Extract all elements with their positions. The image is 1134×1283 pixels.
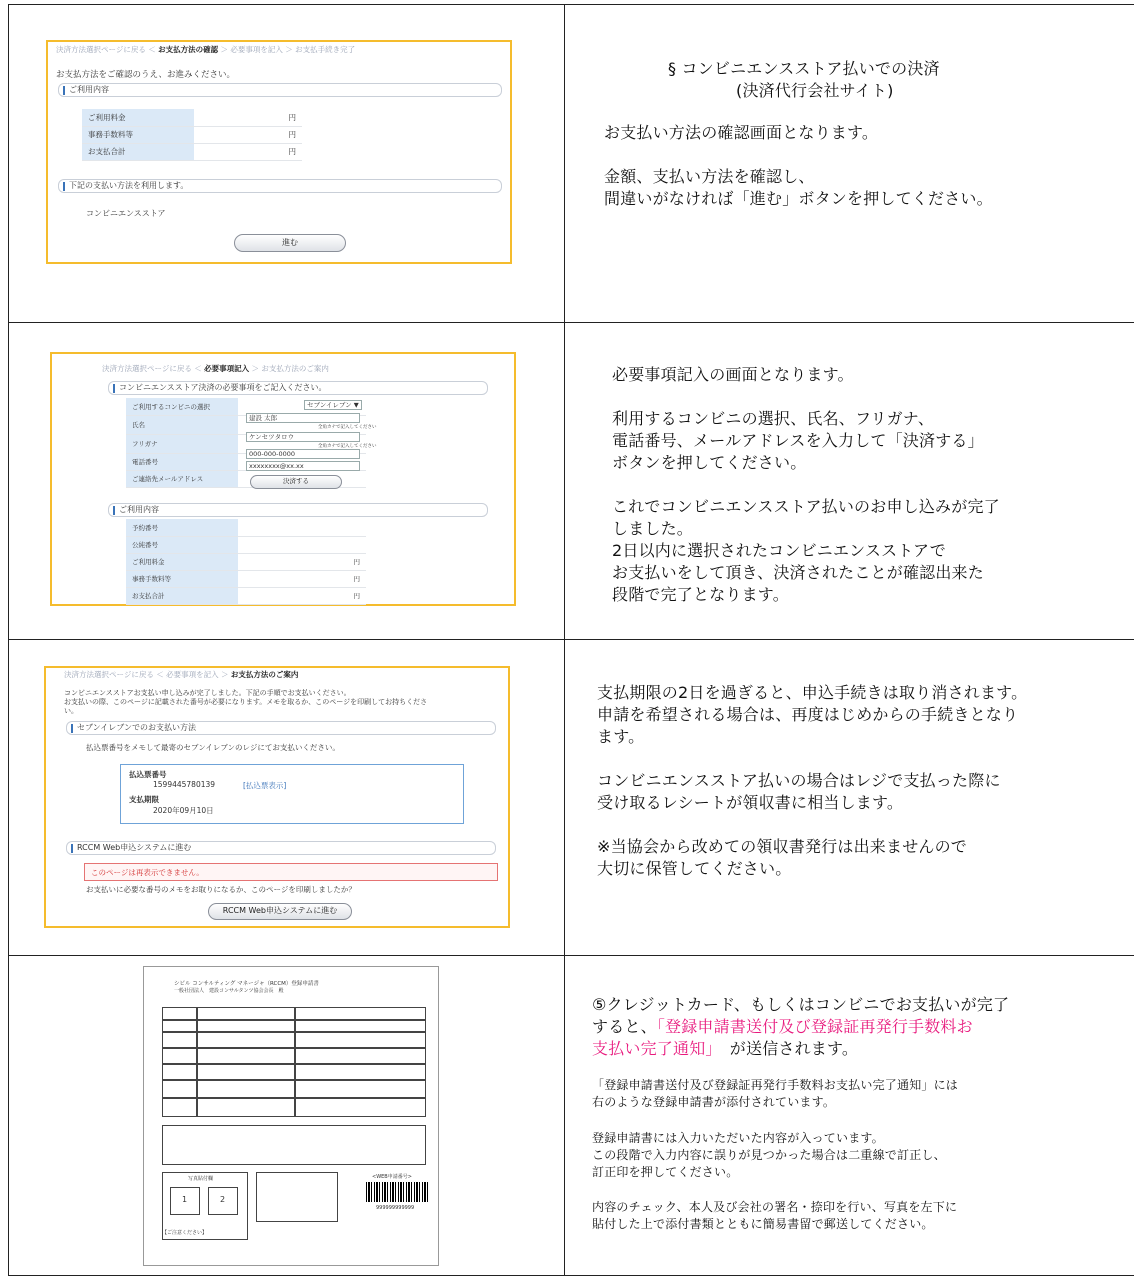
intro-text: お支払方法をご確認のうえ、お進みください。: [56, 70, 236, 80]
name-input[interactable]: 建設 太郎: [246, 413, 360, 423]
instruction-text: 必要事項記入の画面となります。 利用するコンビニの選択、氏名、フリガナ、 電話番号、メールアドレスを入力して「決済する」 ボタンを押してください。 これでコンビニエンスストア払いのお申し込みが完了 しました。 2日以内に選択されたコンビニエンスストアで お支払いをして頂き、決済されたことが確認出来た 段階で完了となります。: [612, 365, 1000, 604]
intro-text: コンビニエンスストアお支払い申し込みが完了しました。下記の手順でお支払いください。: [64, 689, 351, 697]
section-title: § コンビニエンスストア払いでの決済: [668, 59, 940, 78]
photo-cell-1: 1: [182, 1195, 188, 1204]
proceed-button[interactable]: 進む: [234, 234, 346, 252]
instruction-text: お支払い方法の確認画面となります。 金額、支払い方法を確認し、 間違いがなければ「進む」ボタンを押してください。: [604, 123, 993, 208]
table-row: お支払合計 円: [82, 143, 302, 160]
photo-cell-2: 2: [220, 1195, 226, 1204]
payment-number-label: 払込票番号: [129, 770, 167, 779]
form-row: ご利用するコンビニの選択: [126, 398, 366, 415]
column-divider: [564, 4, 565, 1276]
breadcrumb: 決済方法選択ページに戻る ＜ お支払方法の確認 ＞ 必要事項を記入 ＞ お支払手続き完了: [56, 45, 356, 54]
photo-label: 写真貼付欄: [188, 1176, 214, 1182]
payment-description: 払込票番号をメモして最寄のセブンイレブンのレジにてお支払いください。: [86, 743, 340, 752]
section-header: ご利用内容: [58, 83, 502, 97]
info-paragraph: 「登録申請書送付及び登録証再発行手数料お支払い完了通知」には 右のような登録申請書が添付されています。: [592, 1078, 959, 1109]
intro-text: お支払いの際、このページに記載された番号が必要になります。メモを取るか、このページを印刷してお持ちくださ: [64, 698, 428, 706]
breadcrumb: 決済方法選択ページに戻る ＜ 必要事項を記入 ＞ お支払方法のご案内: [64, 670, 299, 679]
confirm-screenshot: [46, 40, 512, 264]
table-row: ご利用料金 円: [126, 553, 366, 570]
phone-input[interactable]: 000-000-0000: [246, 449, 360, 459]
barcode-label: <WEB申請番号>: [372, 1174, 412, 1180]
table-row: 事務手数料等 円: [126, 570, 366, 587]
question-text: お支払いに必要な番号のメモをお取りになるか、このページを印刷しましたか？: [86, 885, 356, 894]
form-row: ご連絡先メールアドレス: [126, 470, 366, 487]
row-divider: [8, 322, 1134, 323]
form-note: 【ご注意ください】: [162, 1230, 208, 1236]
table-row: お支払合計 円: [126, 587, 366, 604]
mailing-paragraph: 内容のチェック、本人及び会社の署名・捺印を行い、写真を左下に 貼付した上で添付書類とともに簡易書留で郵送してください。: [592, 1200, 958, 1231]
row-divider: [8, 639, 1134, 640]
breadcrumb: 決済方法選択ページに戻る ＜ 必要事項記入 ＞ お支払方法のご案内: [102, 364, 329, 373]
table-row: 事務手数料等 円: [82, 126, 302, 143]
guide-screenshot: [44, 666, 510, 928]
usage-table: [82, 109, 302, 161]
hint-text: 全角カナで記入してください: [318, 425, 377, 430]
completion-lead: ⑤クレジットカード、もしくはコンビニでお支払いが完了 すると、「登録申請書送付及び登録証再発行手数料お 支払い完了通知」 が送信されます。: [592, 995, 1010, 1058]
table-row: 予約番号: [126, 519, 366, 536]
payment-method: コンビニエンスストア: [86, 209, 166, 218]
correction-paragraph: 登録申請書には入力いただいた内容が入っています。 この段階で入力内容に誤りが見つかった場合は二重線で訂正し、 訂正印を押してください。: [592, 1131, 946, 1179]
deadline-value: 2020年09月10日: [153, 806, 214, 815]
payment-number: 1599445780139: [153, 780, 216, 789]
form-row: 氏名: [126, 415, 366, 434]
deadline-label: 支払期限: [129, 795, 159, 804]
section-header: セブンイレブンでのお支払い方法: [66, 721, 496, 735]
checkout-button[interactable]: 決済する: [250, 475, 342, 489]
form-checklist: [162, 1125, 426, 1165]
email-input[interactable]: xxxxxxxx@xx.xx: [246, 461, 360, 471]
table-row: 公純番号: [126, 536, 366, 553]
show-slip-link[interactable]: [払込票表示]: [243, 781, 287, 790]
form-row: 電話番号: [126, 453, 366, 470]
entry-screenshot: [50, 352, 516, 606]
convenience-store-select[interactable]: セブンイレブン ▼: [304, 400, 362, 410]
intro-text: い。: [64, 707, 78, 715]
table-row: ご利用料金 円: [82, 109, 302, 126]
section-header: RCCM Web申込システムに進む: [66, 841, 496, 855]
rccm-web-button[interactable]: RCCM Web申込システムに進む: [208, 903, 352, 920]
registration-form-thumbnail: [143, 966, 439, 1266]
section-header: コンビニエンスストア決済の必要事項をご記入ください。: [108, 381, 488, 395]
hint-text: 全角カナで記入してください: [318, 444, 377, 449]
row-divider: [8, 955, 1134, 956]
section-header: 下記の支払い方法を利用します。: [58, 179, 502, 193]
warning-box: [84, 863, 498, 881]
section-subtitle: (決済代行会社サイト): [736, 81, 894, 100]
barcode-icon: [366, 1182, 428, 1202]
instruction-text: 支払期限の2日を過ぎると、申込手続きは取り消されます。 申請を希望される場合は、再度はじめからの手続きとなり ます。 コンビニエンスストア払いの場合はレジで支払った際に 受け取るレシートが領収書に相当します。 ※当協会から改めての領収書発行は出来ませんので 大切に保管してください。: [597, 683, 1028, 878]
form-addressee: 一般社団法人 建設コンサルタンツ協会会長 殿: [174, 988, 284, 994]
barcode-number: 999999999999: [376, 1205, 415, 1211]
form-row: フリガナ: [126, 434, 366, 453]
form-title: シビル コンサルティング マネージャ（RCCM）登録申請書: [174, 981, 319, 987]
furigana-input[interactable]: ケンセツタロウ: [246, 432, 360, 442]
warning-text: このページは再表示できません。: [91, 868, 204, 877]
usage-table: [126, 519, 366, 605]
payment-number-box: [120, 764, 464, 824]
section-header: ご利用内容: [108, 503, 488, 517]
